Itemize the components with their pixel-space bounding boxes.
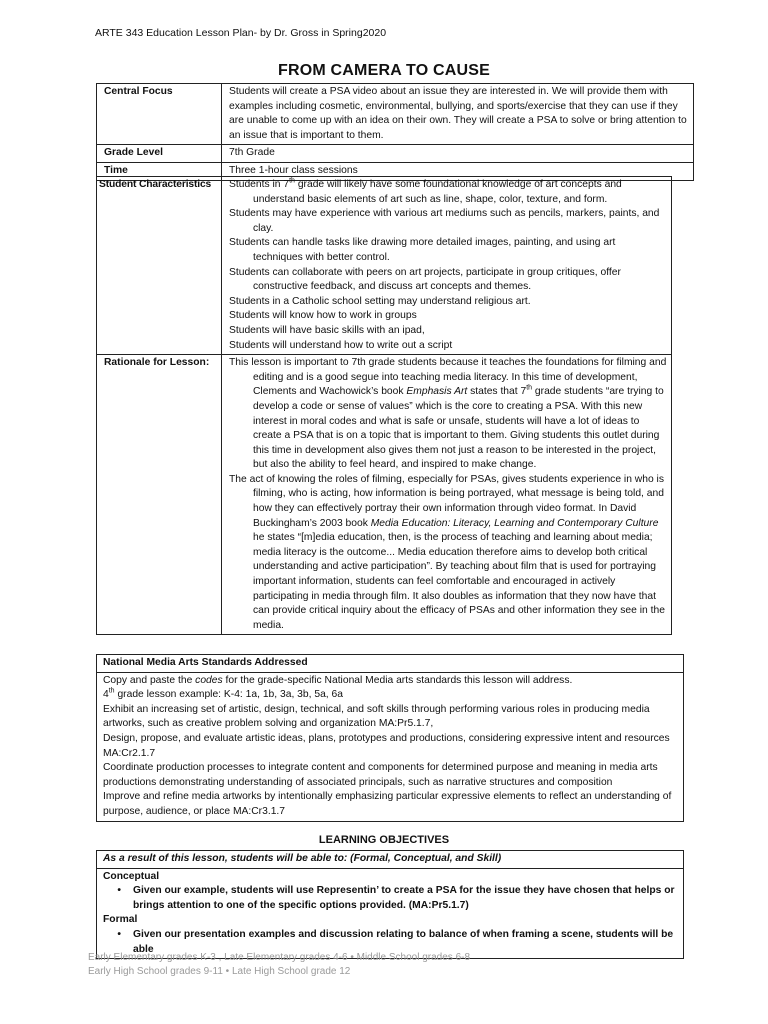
list-item: Students can handle tasks like drawing more detailed images, painting, and using art techniques with better control. [229,237,616,263]
standard-line: Improve and refine media artworks by intentionally emphasizing particular expressive elements to reflect an understanding of purpose, audience, or place MA:Cr3.1.7 [103,791,672,817]
standard-line: Exhibit an increasing set of artistic, design, technical, and soft skills through performing various roles in producing media artworks, such as creative problem solving and organization MA:Pr5.1.7, [103,703,650,730]
book-title: Media Education: Literacy, Learning and Contemporary Culture [370,517,659,529]
list-item: Students will have basic skills with an ipad, [229,324,425,336]
page-title: FROM CAMERA TO CAUSE [278,62,490,79]
objectives-body [97,868,684,959]
standards-body [97,672,684,821]
rationale-paragraph-2: The act of knowing the roles of filming, especially for PSAs, gives students experience in who is filming, who is acting, how information is being portrayed, what message is being told, and how they can effectively portray their own information through video format. In David Buckingham’s 2003 book Media Education: Literacy, Learning and Contemporary Culture he states “[m]edia education, then, is the process of teaching and learning about media; media literacy is the outcome... Media education therefore aims to develop both critical understanding and active participation”. By teaching about film that is used for portraying important information, students can feel comfortable and encouraged in actively participating in media through film. It also doubles as information that they now have that can provide critical inquiry about the efficacy of PSAs and other information they see in the media. [229,473,665,631]
list-item: Students may have experience with various art mediums such as pencils, markers, paints, and clay. [229,208,660,234]
table-row [97,672,684,821]
table-row [97,355,672,635]
time-text: Three 1-hour class sessions [222,162,694,180]
table-row [97,145,694,163]
bullet-icon: • [117,928,121,940]
student-characteristics-list [222,177,672,355]
list-item: Students in a Catholic school setting may understand religious art. [229,295,531,307]
standards-table [96,654,684,822]
learning-objectives-title: LEARNING OBJECTIVES [318,834,450,846]
course-header: ARTE 343 Education Lesson Plan- by Dr. Gross in Spring2020 [95,27,387,39]
table-row [97,851,684,869]
footer-grades-line-1: Early Elementary grades K-3 , Late Elementary grades 4-6 • Middle School grades 6-8 [88,952,471,963]
standard-line: Coordinate production processes to integrate content and components for determined purpose and meaning in media arts productions demonstrating understanding of associated principals, such as narrative structures and composition [103,762,658,788]
objectives-table [96,850,684,959]
bullet-icon: • [117,885,121,897]
rationale-text [222,355,672,635]
lesson-overview-table [96,83,694,181]
book-title: Emphasis Art [406,386,468,398]
rationale-label: Rationale for Lesson: [97,355,222,635]
central-focus-text: Students will create a PSA video about an issue they are interested in. We will provide them with examples including cosmetic, environmental, bullying, and sports/exercise that they can use if they are unable to come up with an idea on their own. They will create a PSA to solve or bring attention to an issue that is important to them. [222,84,694,145]
list-item: Students in 7th grade will likely have some foundational knowledge of art concepts and understand basic elements of art such as line, shape, color, texture, and form. [229,177,622,205]
standards-example: 4th grade lesson example: K-4: 1a, 1b, 3a, 3b, 5a, 6a [103,687,343,701]
lesson-details-table [96,176,672,635]
table-row [97,655,684,673]
objectives-intro: As a result of this lesson, students will be able to: (Formal, Conceptual, and Skill) [97,851,684,869]
list-item: • Given our example, students will use Representin’ to create a PSA for the issue they have chosen that helps or brings attention to one of the specific options provided. (MA:Pr5.1.7) [103,884,679,913]
footer-grades-line-2: Early High School grades 9-11 • Late High School grade 12 [88,966,351,977]
time-label: Time [97,162,222,180]
standard-line: Design, propose, and evaluate artistic ideas, plans, prototypes and productions, considering expressive intent and resources MA:Cr2.1.7 [103,732,670,759]
conceptual-label: Conceptual [103,870,160,882]
grade-level-text: 7th Grade [222,145,694,163]
rationale-paragraph-1: This lesson is important to 7th grade students because it teaches the foundations for filming and editing and is a good segue into teaching media literacy. In this time of development, Clements and Wachowick’s book Emphasis Art states that 7th grade students “are trying to develop a code or sense of values” which is the core to creating a PSA. With this new interest in moral codes and what is safe or unsafe, students will have a lot of ideas to create a PSA that is on a topic that is important to them. Giving students this outlet during this time in development also gives them not just a reason to be interested in the project, but also the ability to feel heard, and inspired to make change. [229,357,667,471]
central-focus-label: Central Focus [97,84,222,145]
grade-level-label: Grade Level [97,145,222,163]
list-item: • Given our presentation examples and discussion relating to balance of when framing a scene, students will be able [103,928,679,957]
standards-intro: Copy and paste the codes for the grade-specific National Media arts standards this lesson will address. [103,674,573,686]
table-row [97,868,684,959]
list-item: Students will understand how to write out a script [229,339,453,351]
standards-heading: National Media Arts Standards Addressed [97,655,684,673]
table-row [97,177,672,355]
formal-label: Formal [103,914,138,926]
student-characteristics-label: Student Characteristics [97,177,222,355]
list-item: Students will know how to work in groups [229,310,417,322]
list-item: Students can collaborate with peers on art projects, participate in group critiques, offer constructive feedback, and discuss art concepts and themes. [229,266,621,293]
table-row [97,84,694,145]
